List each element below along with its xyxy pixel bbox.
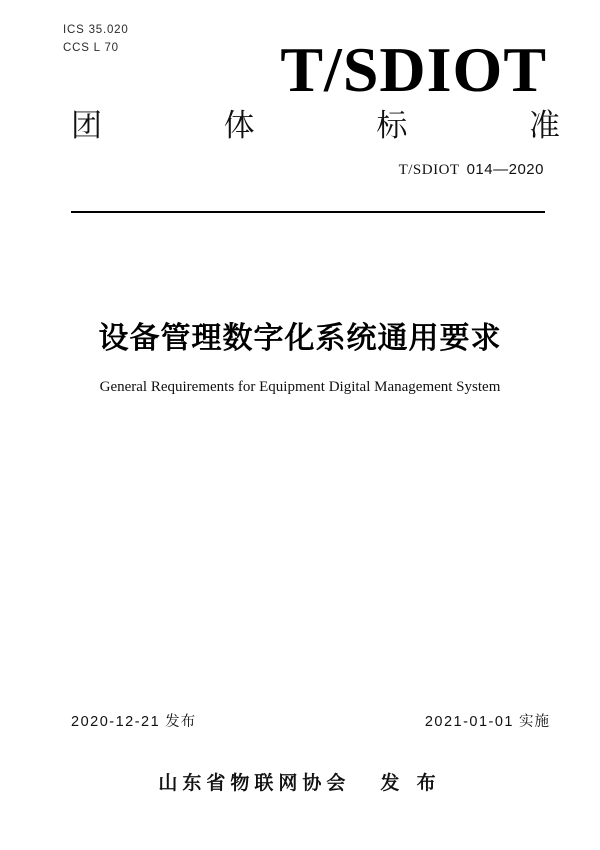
standard-number-code: 014—2020 [466,161,544,178]
standard-type-char: 标 [376,108,408,143]
publisher-name: 山东省物联网协会 [158,773,351,794]
issue-date-group [71,713,196,732]
implementation-label: 实施 [519,714,550,730]
ccs-code: CCS L 70 [63,42,119,54]
header-divider-rule [71,211,545,213]
standard-type-row [71,106,560,146]
standard-type-char: 体 [223,108,255,143]
standard-number [399,160,544,180]
implementation-date-group [425,713,550,732]
publisher-row [0,771,600,797]
publish-action-label: 发 布 [380,773,442,794]
dates-row [71,713,550,732]
ics-code: ICS 35.020 [63,24,129,36]
issue-date: 2020-12-21 [71,714,161,730]
issue-label: 发布 [165,714,197,730]
classification-codes [63,21,129,57]
standard-number-prefix: T/SDIOT [398,162,460,178]
document-title-en: General Requirements for Equipment Digital Management System [99,379,501,395]
standard-type-char: 团 [71,108,102,143]
org-logo: T/SDIOT [280,34,547,105]
standard-type-char: 准 [528,108,560,143]
implementation-date: 2021-01-01 [424,714,514,730]
document-title-cn: 设备管理数字化系统通用要求 [98,322,502,355]
